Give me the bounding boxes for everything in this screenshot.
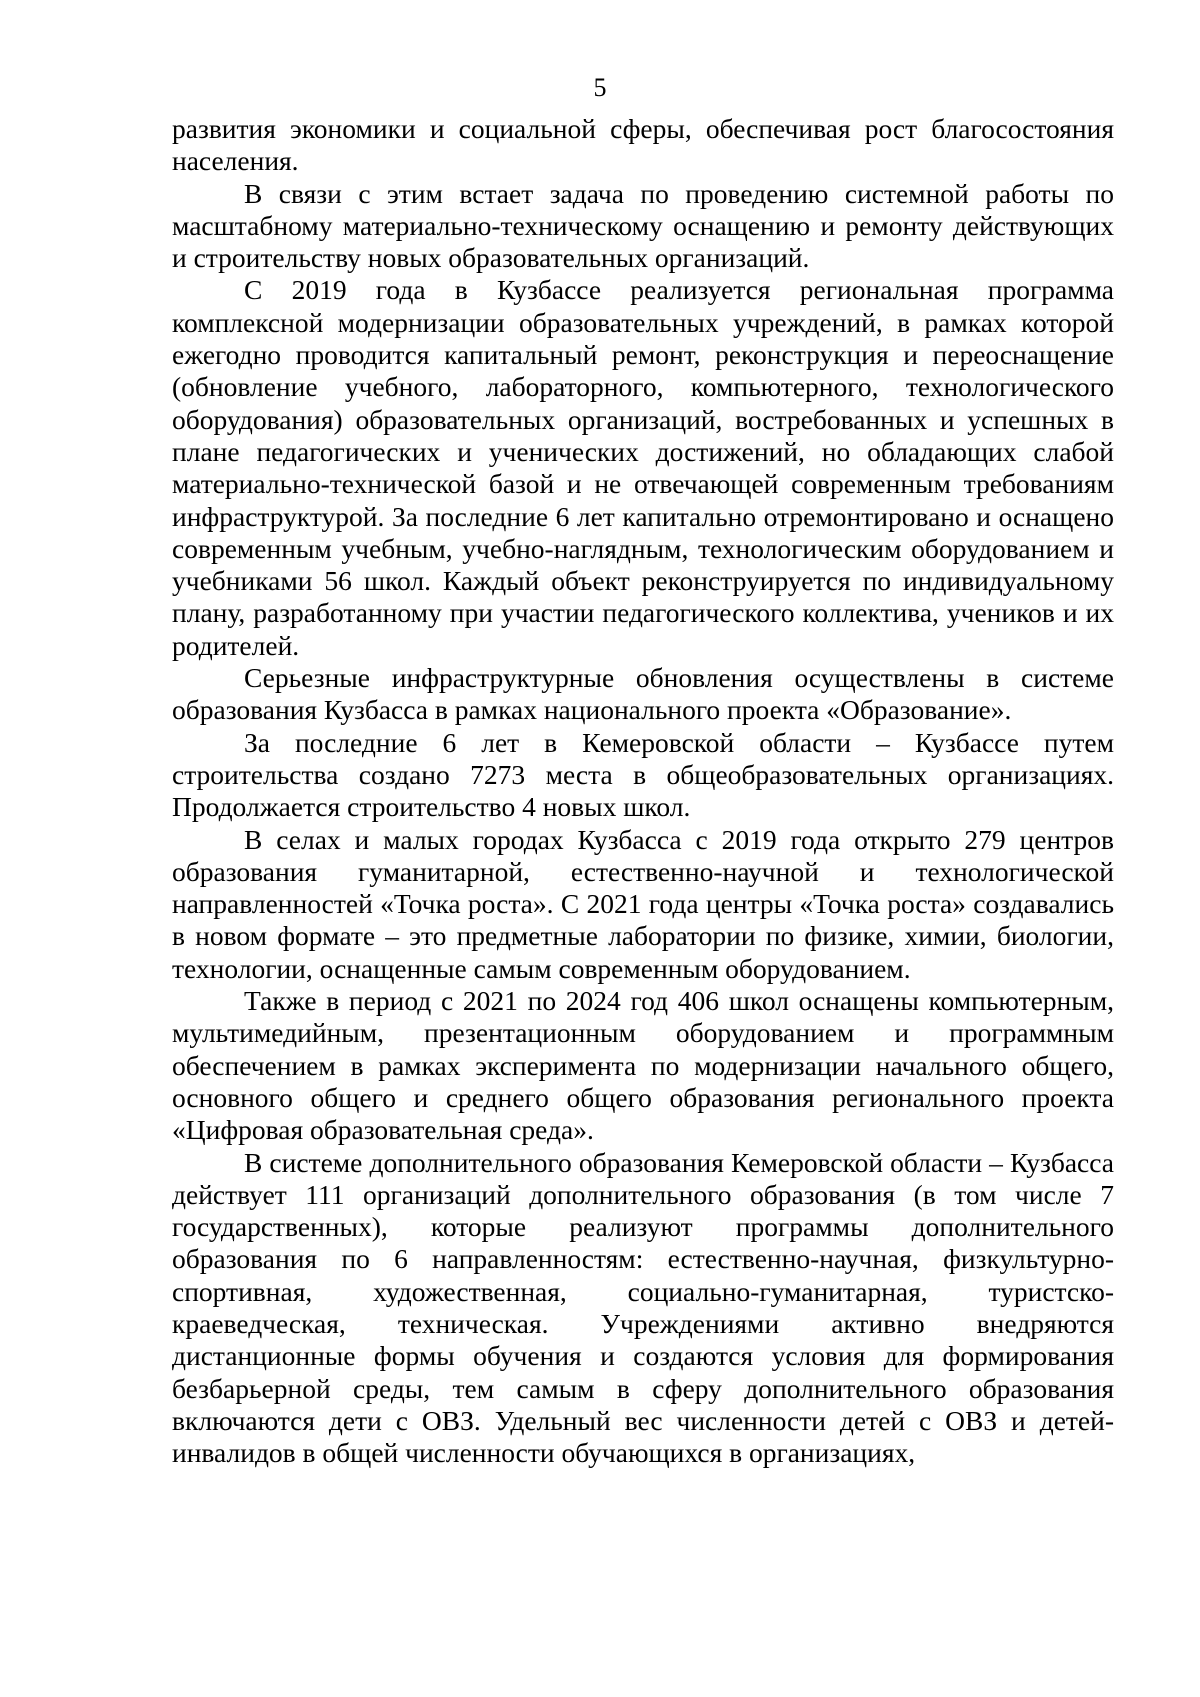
document-body: [172, 113, 1114, 1469]
paragraph-additional-education: В системе дополнительного образования Кемеровской области – Кузбасса действует 111 организаций дополнительного образования (в том числе 7 государственных), которые реализуют программы дополнительного образования по 6 направленностям: естественно-научная, физкультурно-спортивная, художественная, социально-гуманитарная, туристско-краеведческая, техническая. Учреждениями активно внедряются дистанционные формы обучения и создаются условия для формирования безбарьерной среды, тем самым в сферу дополнительного образования включаются дети с ОВЗ. Удельный вес численности детей с ОВЗ и детей-инвалидов в общей численности обучающихся в организациях,: [172, 1146, 1114, 1469]
paragraph-national-project: Серьезные инфраструктурные обновления осуществлены в системе образования Кузбасса в рамках национального проекта «Образование».: [172, 662, 1114, 726]
paragraph-continuation: развития экономики и социальной сферы, обеспечивая рост благосостояния населения.: [172, 113, 1114, 177]
page-number: 5: [593, 73, 607, 102]
paragraph-modernization-program: С 2019 года в Кузбассе реализуется региональная программа комплексной модернизации образовательных учреждений, в рамках которой ежегодно проводится капитальный ремонт, реконструкция и переоснащение (обновление учебного, лабораторного, компьютерного, технологического оборудования) образовательных организаций, востребованных и успешных в плане педагогических и ученических достижений, но обладающих слабой материально-технической базой и не отвечающей современным требованиям инфраструктурой. За последние 6 лет капитально отремонтировано и оснащено современным учебным, учебно-наглядным, технологическим оборудованием и учебниками 56 школ. Каждый объект реконструируется по индивидуальному плану, разработанному при участии педагогического коллектива, учеников и их родителей.: [172, 274, 1114, 661]
paragraph-new-schools: За последние 6 лет в Кемеровской области – Кузбассе путем строительства создано 7273 места в общеобразовательных организациях. Продолжается строительство 4 новых школ.: [172, 726, 1114, 823]
paragraph-digital-environment: Также в период с 2021 по 2024 год 406 школ оснащены компьютерным, мультимедийным, презентационным оборудованием и программным обеспечением в рамках эксперимента по модернизации начального общего, основного общего и среднего общего образования регионального проекта «Цифровая образовательная среда».: [172, 985, 1114, 1146]
paragraph-systematic-work: В связи с этим встает задача по проведению системной работы по масштабному материально-техническому оснащению и ремонту действующих и строительству новых образовательных организаций.: [172, 177, 1114, 274]
paragraph-growth-points: В селах и малых городах Кузбасса с 2019 года открыто 279 центров образования гуманитарной, естественно-научной и технологической направленностей «Точка роста». С 2021 года центры «Точка роста» создавались в новом формате – это предметные лаборатории по физике, химии, биологии, технологии, оснащенные самым современным оборудованием.: [172, 823, 1114, 984]
